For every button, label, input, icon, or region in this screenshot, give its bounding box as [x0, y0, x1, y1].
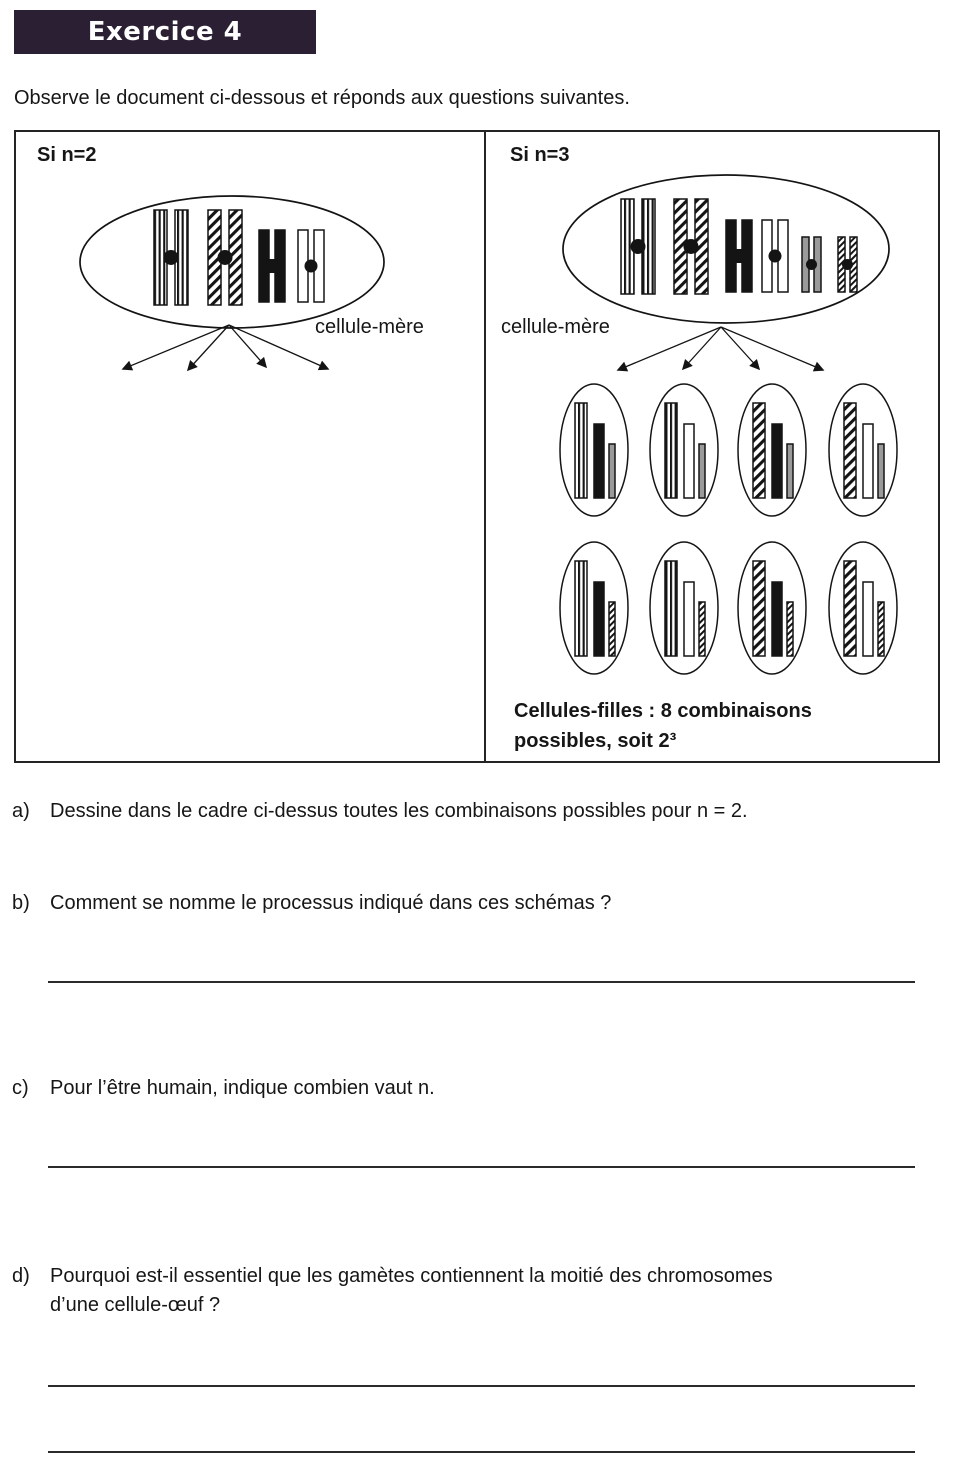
- chromatid-black: [772, 424, 782, 498]
- chromatid-black: [594, 582, 604, 656]
- mother-cell-label-n2: cellule-mère: [315, 316, 424, 338]
- centromere: [806, 259, 817, 270]
- question-row-b: [12, 889, 611, 918]
- daughter-cells-caption: Cellules-filles : 8 combinaisons possibles, soit 2³: [514, 700, 812, 752]
- question-text: Pour l’être humain, indique combien vaut n.: [50, 1077, 435, 1099]
- daughter-cell: [560, 542, 628, 674]
- panel-n3: [486, 132, 938, 761]
- daughter-cell: [650, 542, 718, 674]
- chromosome-hatch: [208, 210, 242, 305]
- chromatid-white: [684, 424, 694, 498]
- panel-n2: [16, 132, 486, 761]
- division-arrow: [188, 325, 229, 370]
- chromatid-stripes: [575, 403, 587, 498]
- daughter-cell: [738, 384, 806, 516]
- division-arrow: [229, 325, 266, 367]
- question-row-d: [12, 1262, 802, 1320]
- daughter-cell: [829, 384, 897, 516]
- centromere: [268, 259, 276, 273]
- chromosome-black: [726, 220, 752, 292]
- division-arrow: [618, 327, 721, 370]
- division-arrow: [229, 325, 328, 369]
- chromatid-white: [684, 582, 694, 656]
- division-arrows: [618, 327, 823, 370]
- answer-line: [48, 1451, 915, 1453]
- chromatid-hatch_fine: [609, 602, 615, 656]
- chromatid-hatch_fine: [878, 602, 884, 656]
- chromatid-hatch: [844, 561, 856, 656]
- question-text: Pourquoi est-il essentiel que les gamètes contiennent la moitié des chromosomes d’une cellule-œuf ?: [50, 1265, 773, 1316]
- exercise-badge: [14, 10, 316, 54]
- chromatid-black: [594, 424, 604, 498]
- chromatid-hatch_fine: [699, 602, 705, 656]
- chromosome-stripes: [621, 199, 655, 294]
- chromosome-black: [259, 230, 285, 302]
- chromatid-stripes: [665, 561, 677, 656]
- mother-cell-n2-drawing: [16, 132, 484, 761]
- centromere: [842, 259, 853, 270]
- centromere: [631, 239, 646, 254]
- question-label: a): [12, 800, 30, 822]
- question-text: Comment se nomme le processus indiqué dans ces schémas ?: [50, 892, 612, 914]
- chromatid-gray: [787, 444, 793, 498]
- instruction-text: Observe le document ci-dessous et réponds aux questions suivantes.: [14, 87, 630, 109]
- panel-n3-title: Si n=3: [510, 144, 570, 166]
- panel-n2-title: Si n=2: [37, 144, 97, 166]
- chromatid-hatch: [753, 561, 765, 656]
- centromere: [769, 250, 782, 263]
- division-arrow: [721, 327, 823, 370]
- question-label: c): [12, 1077, 29, 1099]
- chromosome-white: [298, 230, 324, 302]
- chromatid-hatch: [753, 403, 765, 498]
- daughter-cell: [560, 384, 628, 516]
- chromatid-black: [772, 582, 782, 656]
- chromatid-gray: [878, 444, 884, 498]
- meiosis-n3-drawing: [486, 132, 940, 761]
- daughter-cell: [738, 542, 806, 674]
- chromatid-hatch: [844, 403, 856, 498]
- answer-line: [48, 1166, 915, 1168]
- division-arrow: [683, 327, 721, 369]
- question-label: b): [12, 892, 30, 914]
- chromosome-hatch_fine: [838, 237, 857, 292]
- answer-line: [48, 981, 915, 983]
- chromosome-hatch: [674, 199, 708, 294]
- division-arrow: [123, 325, 229, 369]
- chromatid-stripes: [575, 561, 587, 656]
- chromosome-stripes: [154, 210, 188, 305]
- figure-box: [14, 130, 940, 763]
- centromere: [305, 260, 318, 273]
- centromere: [735, 249, 743, 263]
- daughter-cell: [829, 542, 897, 674]
- chromatid-white: [863, 582, 873, 656]
- division-arrows: [123, 325, 328, 370]
- question-label: d): [12, 1265, 30, 1287]
- chromatid-hatch_fine: [787, 602, 793, 656]
- chromosome-white: [762, 220, 788, 292]
- question-text: Dessine dans le cadre ci-dessus toutes les combinaisons possibles pour n = 2.: [50, 800, 748, 822]
- answer-line: [48, 1385, 915, 1387]
- chromatid-white: [863, 424, 873, 498]
- chromatid-stripes: [665, 403, 677, 498]
- centromere: [164, 250, 179, 265]
- daughter-cell: [650, 384, 718, 516]
- division-arrow: [721, 327, 759, 369]
- question-row-a: [12, 797, 748, 826]
- centromere: [218, 250, 233, 265]
- exercise-badge-label: Exercice 4: [87, 17, 243, 47]
- question-row-c: [12, 1074, 435, 1103]
- chromosome-gray: [802, 237, 821, 292]
- chromatid-gray: [699, 444, 705, 498]
- chromatid-gray: [609, 444, 615, 498]
- centromere: [684, 239, 699, 254]
- mother-cell-label-n3: cellule-mère: [501, 316, 610, 338]
